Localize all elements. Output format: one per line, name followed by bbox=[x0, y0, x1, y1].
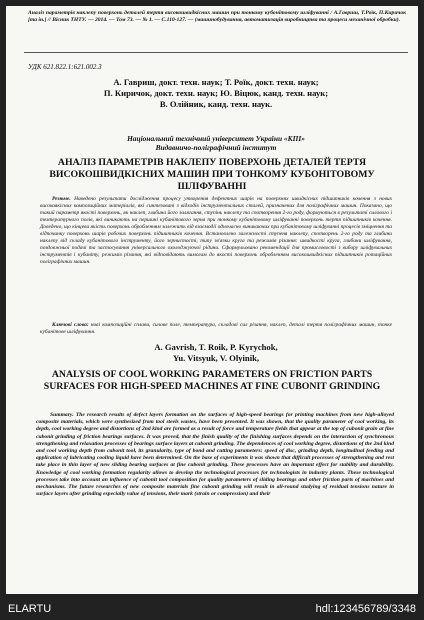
keywords-text: нові композиційні сплави, силове поле, температура, складові сил різання, наклеп, деталі тертя поліграфічних машин, тонке кубанітове шліфування. bbox=[40, 322, 393, 335]
authors-en-line: Yu. Vitsyuk, V. Olyinik, bbox=[172, 352, 260, 363]
abstract-label: Резюме. bbox=[52, 196, 71, 202]
title-en: ANALYSIS OF COOL WORKING PARAMETERS ON FRICTION PARTS SURFACES FOR HIGH-SPEED MACHINES AT FINE CUBONIT GRINDING bbox=[43, 369, 381, 392]
authors-ua-line: А. Гавриш, докт. техн. наук; Т. Роїк, докт. техн. наук; bbox=[113, 77, 319, 87]
keywords-ua bbox=[40, 322, 392, 336]
citation-header: Аналіз параметрів наклепу поверхонь деталей тертя високошвидкісних машин при тонкому кубонітовому шліфуванні / А.Гавриш, Т.Роїк, П.Киричок [та ін.] // Вісник ТНТУ. — 2014. — Том 73. — № 1. — С.110-127. — (машинобудування, автоматизація виробництва та процеси механічної обробки). bbox=[28, 10, 406, 24]
authors-ua-line: П. Киричок, докт. техн. наук; Ю. Віцюк, канд. техн. наук; bbox=[103, 87, 329, 98]
institution-ua bbox=[46, 134, 386, 153]
abstract-text: Наведено результати дослідження процесу утворення дефектних шарів на поверхнях швидкісних підшипників кочення з нових високоякісних композиційних матеріалів, які синтезовані з відходів інструментальних сталей, призначених для поліграфічних машин. Показано, що такий параметр якості поверхонь, як наклеп, глибина його залягання, ступінь наклепу та спотворення 2-го роду, формуються в результаті силового і температурного полів, які виникають на першині кубанітового зерна при тонкому кубанітовому шліфуванні поверхонь тертя підшипників кочення. Доведено, що кінцева якість поверхонь обробленням залежить від взаємодії одночасно виникаючих при кубанітовому шліфуванні процесів зміцнення та відпочинку поверхонь шарів робочих поверхонь підшипників кочення. Встановлено залежності ступеня наклепу, спотворень 2-го роду та глибини наклепу від складу кубанітового інструменту, його зернистості, типу зв'язки круга та режимів різання: швидкості круга, глибини шліфування, поздовжньої подачі та застосування універсального охолоджуючої рідини. Сформульовано рекомендації для промисловості з вибору шліфувальних інструментів і кубаніту, режимів різання, які відповідають вимогам до якості поверхонь обробленням високошвидкісних підшипників ротаційних поліграфічних машин. bbox=[40, 196, 392, 265]
summary-text: The research results of defect layers formation on the surfaces of high-speed bearings for printing machines from new high-alloyed composite materials, which were synthesized from tool steels wastes, have been presented. It was shown, that the quality parameter of cool working, its depth, cool working degree and distortions of 2nd kind are formed as a result of force and temperature fields that appear at the top of cubonit grain at fine cubonit grinding of friction bearings surfaces. It was proved, that the finish quality of the finishing surfaces depends on the interaction of synchronous strengthening and relaxation processes of bearings surface layers at cubonit grinding. The dependences of cool working degree, distortions of the 2nd kind and cool working depth from cubonit tool, its granularity, type of bond and cutting parameters: speed of disc, grinding depth, longitudinal feeding and application of lubricating cooling liquid have been determined. On the base of experiments it was shown that difficult processes of strengthening and rest take place in thin layer of new sliding bearing surfaces at fine cubonit grinding. These processes have an important effect for stability and durability. Knowledge of cool working formation regularity allows to develop the technological processes for technologists in industry plants. These technological processes take into account an influence of cubonit tool composition for quality parameters of sliding bearings and other friction parts of machines and mechanisms. The future researches of new composite materials fine cubonit grinding will result in all-round studying of residual tensions nature in surface layers after grinding especially value of tensions, their mark (strain or compression) and their bbox=[36, 412, 394, 498]
summary-en bbox=[36, 412, 394, 498]
header-divider bbox=[24, 52, 408, 53]
authors-ua-line: В. Олійник, канд. техн. наук. bbox=[159, 98, 273, 109]
repository-footer bbox=[0, 600, 424, 620]
repository-name: ELARTU bbox=[8, 603, 52, 615]
authors-en-line: A. Gavrish, T. Roik, P. Kyrychok, bbox=[154, 342, 278, 352]
institution-line: Національний технічний університет України «КПІ» bbox=[127, 134, 305, 143]
summary-label: Summary. bbox=[50, 412, 74, 418]
paper-page bbox=[6, 6, 418, 594]
title-ua: АНАЛІЗ ПАРАМЕТРІВ НАКЛЕПУ ПОВЕРХОНЬ ДЕТАЛЕЙ ТЕРТЯ ВИСОКОШВИДКІСНИХ МАШИН ПРИ ТОНКОМУ КУБОНІТОВОМУ ШЛІФУВАННІ bbox=[49, 157, 375, 192]
authors-en bbox=[46, 342, 386, 364]
institution-line: Видавничо-поліграфічний інститут bbox=[155, 143, 277, 153]
keywords-label: Ключові слова: bbox=[52, 322, 89, 328]
handle-id: hdl:123456789/3348 bbox=[315, 603, 416, 615]
authors-ua bbox=[46, 77, 386, 109]
abstract-ua bbox=[40, 196, 392, 266]
udk-code: УДК 621.822.1:621.002.3 bbox=[28, 63, 102, 71]
